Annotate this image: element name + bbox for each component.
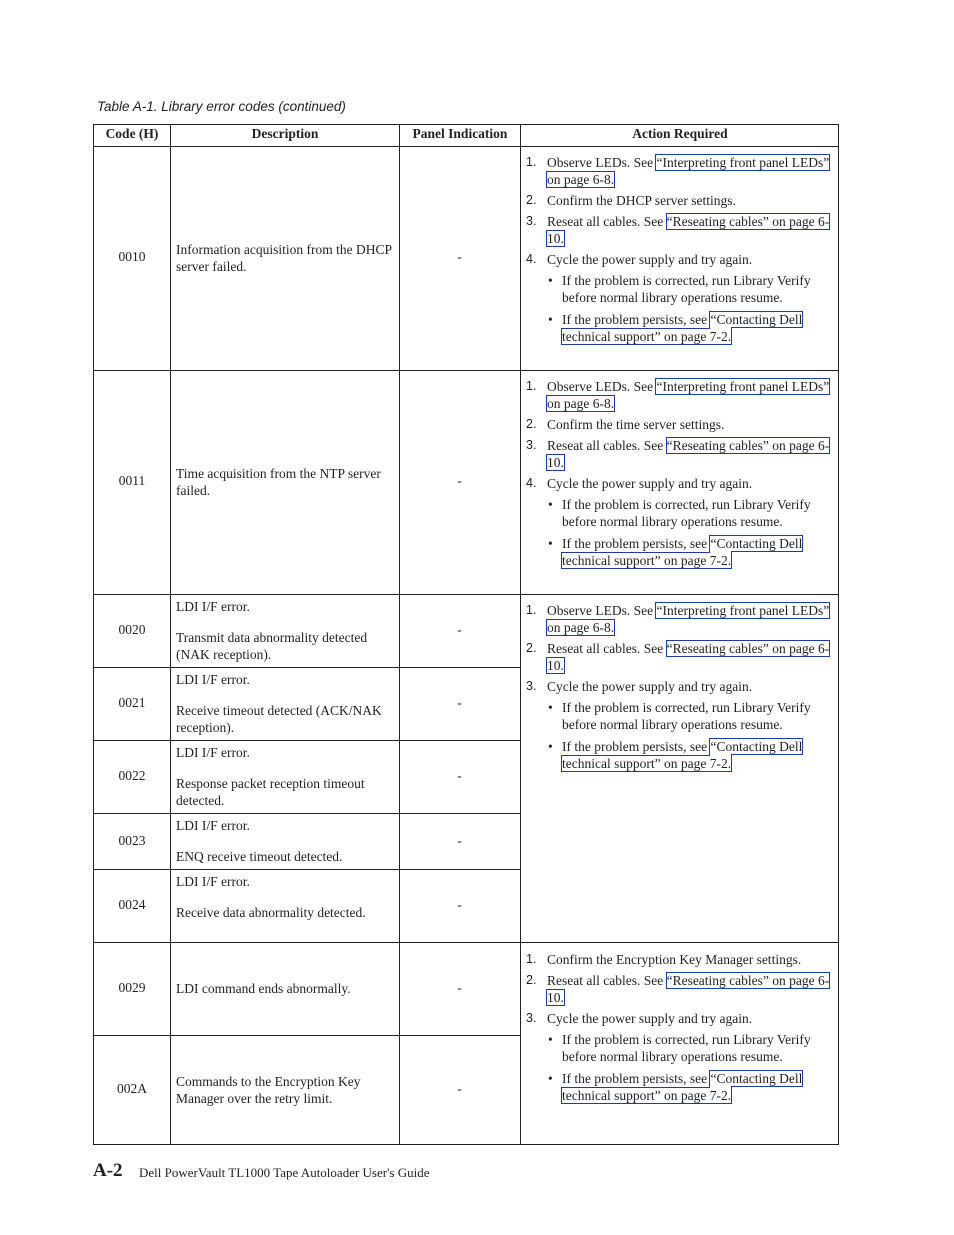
- row-divider: [93, 146, 839, 147]
- code-cell: 0022: [118, 768, 146, 783]
- description-cell: Time acquisition from the NTP server failed.: [176, 466, 381, 498]
- panel-cell: -: [457, 768, 462, 783]
- header-panel: Panel Indication: [412, 126, 508, 141]
- code-cell: 0020: [118, 622, 146, 637]
- reseat-link[interactable]: “Reseating cables” on page 6-10.: [547, 641, 830, 673]
- reseat-link[interactable]: “Reseating cables” on page 6-10.: [547, 973, 830, 1005]
- description-cell: LDI I/F error. Response packet reception timeout detected.: [176, 745, 365, 808]
- code-cell: 0011: [118, 473, 146, 488]
- header-code: Code (H): [105, 126, 159, 141]
- action-cell: 1. Confirm the Encryption Key Manager settings. 2. Reseat all cables. See “Reseating cables” on page 6-10. 3. Cycle the power supply and try again. • If the problem is corrected, run Library Verify before normal library operations resume. • If the problem persists, see “Contacting Dell technical support” on page 7-2.: [526, 952, 830, 1103]
- description-cell: LDI I/F error. Transmit data abnormality detected (NAK reception).: [176, 599, 368, 662]
- support-link[interactable]: “Contacting Dell technical support” on page 7-2.: [562, 739, 803, 771]
- support-link[interactable]: “Contacting Dell technical support” on page 7-2.: [562, 312, 803, 344]
- leds-link[interactable]: “Interpreting front panel LEDs” on page 6-8.: [547, 379, 830, 411]
- description-cell: LDI command ends abnormally.: [176, 981, 351, 996]
- code-cell: 0021: [118, 695, 146, 710]
- panel-cell: -: [457, 833, 462, 848]
- code-cell: 002A: [117, 1081, 147, 1096]
- description-cell: LDI I/F error. Receive timeout detected (ACK/NAK reception).: [176, 672, 382, 735]
- description-cell: LDI I/F error. ENQ receive timeout detected.: [176, 818, 343, 864]
- panel-cell: -: [457, 980, 462, 995]
- code-cell: 0023: [118, 833, 146, 848]
- row-divider: [93, 813, 521, 814]
- action-cell: 1. Observe LEDs. See “Interpreting front panel LEDs” on page 6-8. 2. Confirm the DHCP server settings. 3. Reseat all cables. See “Reseating cables” on page 6-10. 4. Cycle the power supply and try again. • If the problem is corrected, run Library Verify before normal library operations resume. • If the problem persists, see “Contacting Dell technical support” on page 7-2.: [526, 155, 830, 344]
- description-cell: Commands to the Encryption Key Manager over the retry limit.: [176, 1074, 361, 1106]
- reseat-link[interactable]: “Reseating cables” on page 6-10.: [547, 438, 830, 470]
- support-link[interactable]: “Contacting Dell technical support” on page 7-2.: [562, 536, 803, 568]
- column-divider: [520, 124, 521, 1145]
- page-number: A-2: [93, 1160, 123, 1181]
- header-description: Description: [251, 126, 319, 141]
- panel-cell: -: [457, 249, 462, 264]
- panel-cell: -: [457, 695, 462, 710]
- code-cell: 0010: [118, 249, 146, 264]
- row-divider: [93, 740, 521, 741]
- row-divider: [93, 667, 521, 668]
- code-cell: 0024: [118, 897, 146, 912]
- panel-cell: -: [457, 473, 462, 488]
- table-caption: Table A-1. Library error codes (continued): [97, 99, 346, 114]
- reseat-link[interactable]: “Reseating cables” on page 6-10.: [547, 214, 830, 246]
- column-divider: [170, 124, 171, 1145]
- action-cell: 1. Observe LEDs. See “Interpreting front panel LEDs” on page 6-8. 2. Reseat all cables. See “Reseating cables” on page 6-10. 3. Cycle the power supply and try again. • If the problem is corrected, run Library Verify before normal library operations resume. • If the problem persists, see “Contacting Dell technical support” on page 7-2.: [526, 603, 830, 771]
- description-cell: LDI I/F error. Receive data abnormality detected.: [176, 874, 366, 920]
- code-cell: 0029: [118, 980, 146, 995]
- leds-link[interactable]: “Interpreting front panel LEDs” on page 6-8.: [547, 155, 830, 187]
- row-divider: [93, 942, 839, 943]
- panel-cell: -: [457, 897, 462, 912]
- row-divider: [93, 594, 839, 595]
- panel-cell: -: [457, 622, 462, 637]
- row-divider: [93, 1035, 521, 1036]
- description-cell: Information acquisition from the DHCP server failed.: [176, 242, 392, 274]
- row-divider: [93, 370, 839, 371]
- leds-link[interactable]: “Interpreting front panel LEDs” on page 6-8.: [547, 603, 830, 635]
- action-cell: 1. Observe LEDs. See “Interpreting front panel LEDs” on page 6-8. 2. Confirm the time server settings. 3. Reseat all cables. See “Reseating cables” on page 6-10. 4. Cycle the power supply and try again. • If the problem is corrected, run Library Verify before normal library operations resume. • If the problem persists, see “Contacting Dell technical support” on page 7-2.: [526, 379, 830, 568]
- footer-title: Dell PowerVault TL1000 Tape Autoloader User's Guide: [139, 1165, 430, 1180]
- panel-cell: -: [457, 1081, 462, 1096]
- support-link[interactable]: “Contacting Dell technical support” on page 7-2.: [562, 1071, 803, 1103]
- row-divider: [93, 869, 521, 870]
- header-action: Action Required: [632, 126, 728, 141]
